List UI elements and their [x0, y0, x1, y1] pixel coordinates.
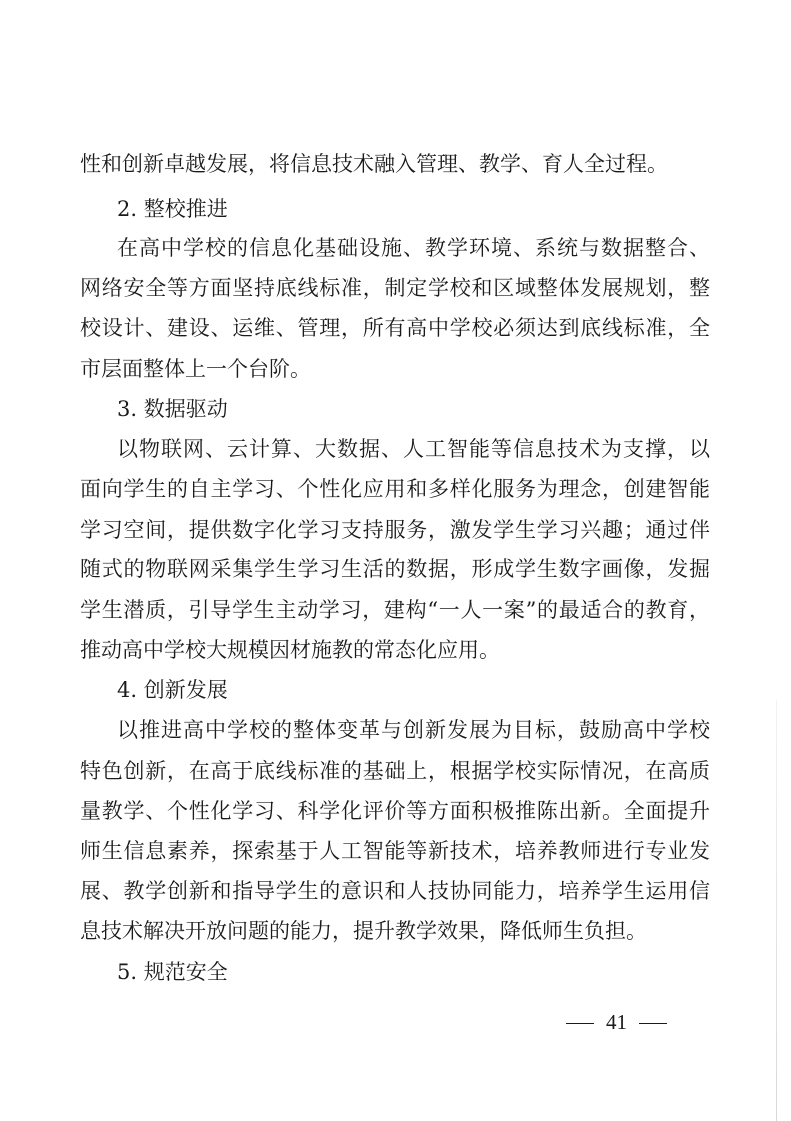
paragraph-line: 学习空间，提供数字化学习支持服务，激发学生学习兴趣；通过伴	[80, 518, 710, 542]
paragraph-line: 师生信息素养，探索基于人工智能等新技术，培养教师进行专业发	[80, 839, 710, 863]
paragraph-line: 以物联网、云计算、大数据、人工智能等信息技术为支撑，以	[117, 437, 710, 461]
paragraph-line: 校设计、建设、运维、管理，所有高中学校必须达到底线标准，全	[80, 316, 710, 340]
paragraph-line: 随式的物联网采集学生学习生活的数据，形成学生数字画像，发掘	[80, 557, 710, 581]
paragraph-line: 展、教学创新和指导学生的意识和人技协同能力，培养学生运用信	[80, 879, 710, 903]
paragraph-line: 推动高中学校大规模因材施教的常态化应用。	[80, 638, 500, 662]
footer-dash-right	[639, 1023, 667, 1025]
section-heading-5: 5. 规范安全	[117, 960, 228, 984]
paragraph-line: 息技术解决开放问题的能力，提升教学效果，降低师生负担。	[80, 919, 647, 943]
section-heading-3: 3. 数据驱动	[117, 397, 228, 421]
paragraph-line: 特色创新，在高于底线标准的基础上，根据学校实际情况，在高质	[80, 759, 710, 783]
paragraph-line: 面向学生的自主学习、个性化应用和多样化服务为理念，创建智能	[80, 477, 710, 501]
page-number: 41	[606, 1010, 627, 1034]
paragraph-line: 在高中学校的信息化基础设施、教学环境、系统与数据整合、	[117, 236, 710, 260]
paragraph-line: 量教学、个性化学习、科学化评价等方面积极推陈出新。全面提升	[80, 799, 710, 823]
paragraph-line: 以推进高中学校的整体变革与创新发展为目标，鼓励高中学校	[117, 718, 710, 742]
page-footer	[566, 1010, 667, 1034]
footer-dash-left	[566, 1023, 594, 1025]
section-heading-4: 4. 创新发展	[117, 678, 228, 702]
section-heading-2: 2. 整校推进	[117, 197, 228, 221]
paragraph-line: 性和创新卓越发展，将信息技术融入管理、教学、育人全过程。	[80, 152, 668, 176]
scan-edge-shadow	[776, 700, 777, 1121]
paragraph-line: 学生潜质，引导学生主动学习，建构“一人一案”的最适合的教育，	[80, 598, 710, 622]
paragraph-line: 市层面整体上一个台阶。	[80, 357, 311, 381]
paragraph-line: 网络安全等方面坚持底线标准，制定学校和区域整体发展规划，整	[80, 276, 710, 300]
